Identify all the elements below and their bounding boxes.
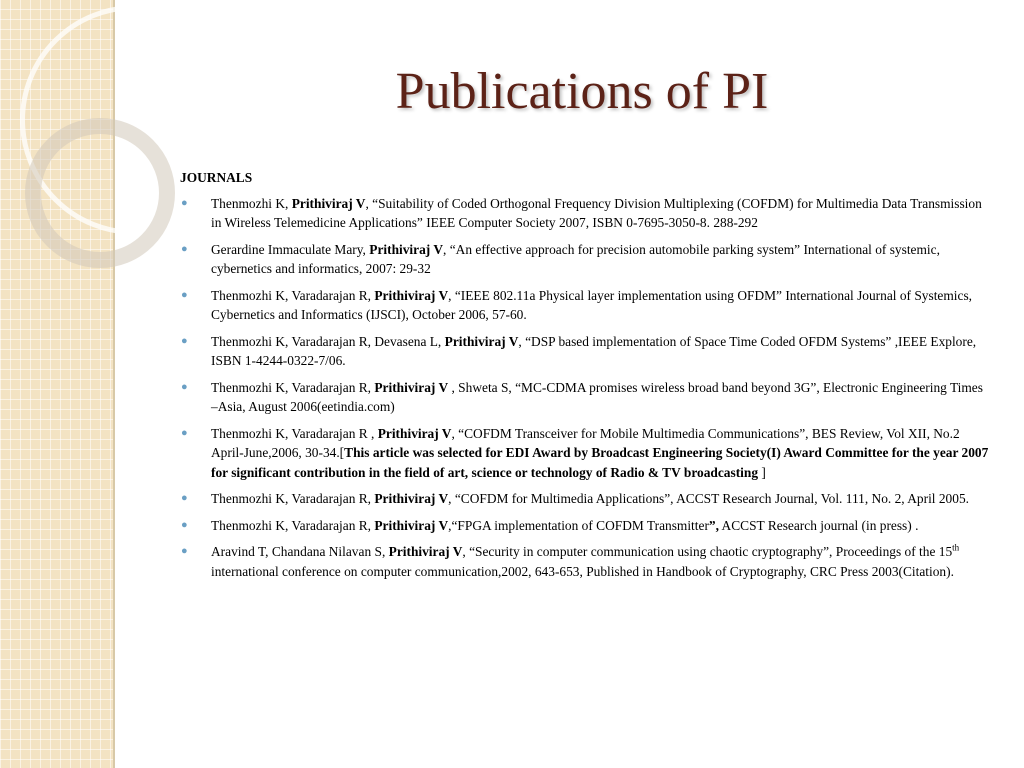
publication-details-end: international conference on computer communication,2002, 643-653, Published in Handbook of Cryptography, CRC Press 2003(Citation). bbox=[211, 563, 954, 579]
publication-authors: Thenmozhi K, Varadarajan R , bbox=[211, 425, 378, 441]
bullet-icon: ● bbox=[181, 545, 188, 557]
pi-name: Prithiviraj V bbox=[377, 425, 452, 441]
publication-item bbox=[180, 240, 992, 279]
publication-details-end: ACCST Research journal (in press) . bbox=[718, 517, 919, 533]
publication-item bbox=[180, 194, 992, 233]
pi-name: Prithiviraj V bbox=[374, 379, 449, 395]
publication-item bbox=[180, 542, 992, 581]
bullet-icon: ● bbox=[181, 288, 188, 301]
publication-item bbox=[180, 332, 992, 371]
publication-details: , “COFDM for Multimedia Applications”, ACCST Research Journal, Vol. 111, No. 2, April 2005. bbox=[448, 491, 969, 506]
bold-quote: ”, bbox=[708, 517, 719, 533]
publication-item bbox=[180, 378, 992, 417]
publication-item bbox=[180, 286, 992, 325]
publication-details: ,“FPGA implementation of COFDM Transmitter bbox=[448, 517, 709, 533]
decorative-ring-small bbox=[25, 118, 175, 268]
pi-name: Prithiviraj V bbox=[388, 544, 463, 559]
bullet-icon: ● bbox=[181, 242, 188, 255]
bullet-icon: ● bbox=[181, 492, 188, 504]
publication-details: , Shweta S, “MC-CDMA promises wireless broad band beyond 3G”, Electronic Engineering Times –Asia, August 2006(eetindia.com) bbox=[211, 379, 983, 414]
publication-details: , “IEEE 802.11a Physical layer implementation using OFDM” International Journal of Systemics, Cybernetics and Informatics (IJSCI), October 2006, 57-60. bbox=[211, 287, 973, 322]
publication-item bbox=[180, 424, 992, 483]
publication-authors: Thenmozhi K, Varadarajan R, bbox=[211, 517, 375, 533]
pi-name: Prithiviraj V bbox=[374, 287, 449, 303]
section-heading: JOURNALS bbox=[180, 170, 253, 185]
publication-authors: Thenmozhi K, Varadarajan R, bbox=[211, 379, 375, 395]
bullet-icon: ● bbox=[181, 380, 188, 393]
publication-list bbox=[180, 194, 992, 582]
publication-authors: Thenmozhi K, Varadarajan R, Devasena L, bbox=[211, 333, 445, 349]
publication-details: , “Suitability of Coded Orthogonal Frequency Division Multiplexing (COFDM) for Multimedia Data Transmission in Wireless Telemedicine Applications” IEEE Computer Society 2007, ISBN 0-7695-3050-8. 288-292 bbox=[211, 195, 982, 230]
publication-authors: Thenmozhi K, bbox=[211, 195, 292, 211]
publication-item bbox=[180, 516, 992, 536]
bullet-icon: ● bbox=[181, 196, 188, 209]
publication-details: , “COFDM Transceiver for Mobile Multimedia Communications”, BES Review, Vol XII, No.2 April-June,2006, 30-34.[ bbox=[211, 425, 960, 460]
pi-name: Prithiviraj V bbox=[374, 517, 449, 533]
award-note: This article was selected for EDI Award by Broadcast Engineering Society(I) Award Committee for the year 2007 for significant contribution in the field of art, science or technology of Radio & TV broadcasting bbox=[211, 445, 989, 480]
bullet-icon: ● bbox=[181, 518, 188, 531]
bullet-icon: ● bbox=[181, 426, 188, 439]
publication-authors: Gerardine Immaculate Mary, bbox=[211, 241, 370, 257]
publication-details-end: ] bbox=[761, 464, 766, 480]
bullet-icon: ● bbox=[181, 334, 188, 347]
pi-name: Prithiviraj V bbox=[374, 491, 449, 506]
publication-authors: Thenmozhi K, Varadarajan R, bbox=[211, 491, 375, 506]
publication-details: , “An effective approach for precision automobile parking system” International of systemic, cybernetics and informatics, 2007: 29-32 bbox=[211, 241, 940, 276]
publication-details: , “Security in computer communication using chaotic cryptography”, Proceedings of the 15 bbox=[462, 544, 953, 559]
publication-item bbox=[180, 489, 992, 509]
pi-name: Prithiviraj V bbox=[444, 333, 519, 349]
ordinal-suffix: th bbox=[952, 542, 960, 553]
slide-content bbox=[180, 168, 992, 588]
publication-authors: Aravind T, Chandana Nilavan S, bbox=[211, 544, 389, 559]
pi-name: Prithiviraj V bbox=[369, 241, 444, 257]
publication-authors: Thenmozhi K, Varadarajan R, bbox=[211, 287, 375, 303]
pi-name: Prithiviraj V bbox=[291, 195, 366, 211]
slide-title: Publications of PI bbox=[395, 63, 769, 120]
publication-details: , “DSP based implementation of Space Time Coded OFDM Systems” ,IEEE Explore, ISBN 1-4244-0322-7/06. bbox=[211, 333, 977, 368]
